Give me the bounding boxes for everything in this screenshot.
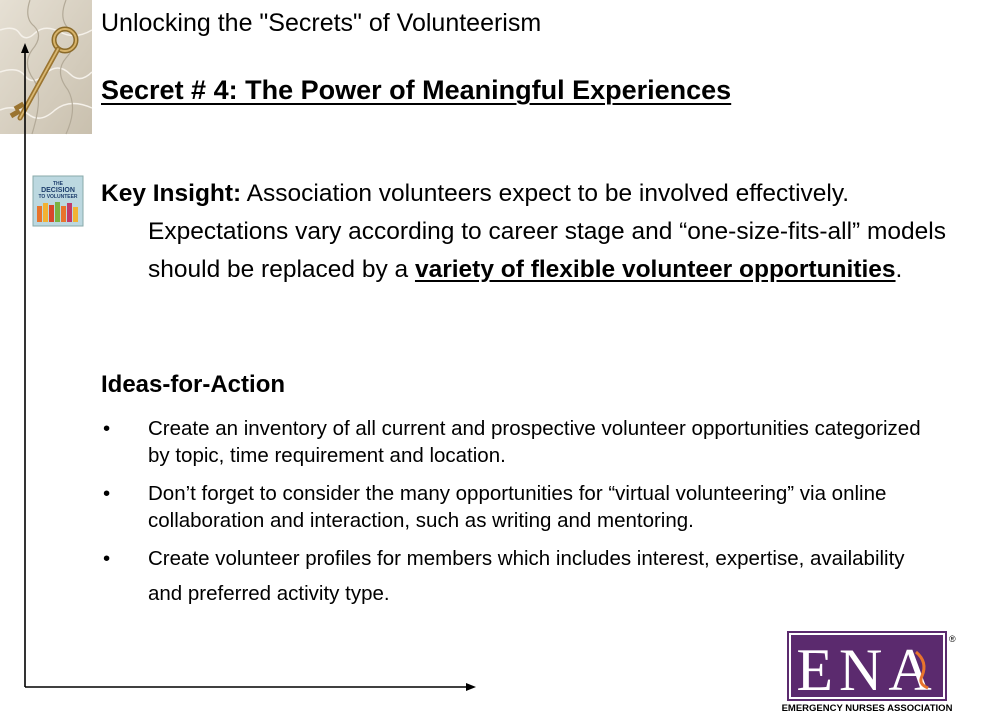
book-cover-line1: THE	[53, 181, 63, 187]
registered-mark: ®	[949, 634, 956, 644]
list-item-text: Don’t forget to consider the many opportunities for “virtual volunteering” via online collaboration and interaction, such as writing and mentoring.	[148, 482, 887, 532]
list-item	[101, 480, 931, 534]
key-insight-label: Key Insight:	[101, 180, 242, 207]
ena-logo	[781, 632, 956, 714]
bullet-marker: •	[103, 482, 111, 505]
puzzle-key-image	[0, 0, 92, 134]
ideas-list	[101, 415, 931, 622]
bullet-marker: •	[103, 547, 111, 570]
ena-letters: ENA	[796, 637, 938, 703]
secret-heading: Secret # 4: The Power of Meaningful Experiences	[101, 75, 732, 105]
book-cover-line2: DECISION	[41, 187, 75, 194]
book-cover-line3: TO VOLUNTEER	[38, 194, 78, 200]
slide-title: Unlocking the "Secrets" of Volunteerism	[101, 9, 542, 37]
list-item-text: Create volunteer profiles for members which includes interest, expertise, availability and preferred activity type.	[148, 547, 905, 605]
book-cover-image	[33, 176, 83, 226]
key-insight-emphasis: variety of flexible volunteer opportunities	[414, 256, 896, 283]
ideas-heading: Ideas-for-Action	[101, 371, 286, 398]
list-item	[101, 415, 931, 469]
key-insight-text: Association volunteers expect to be involved effectively. Expectations vary according to career stage and “one-size-fits-all” models should be replaced by a	[148, 180, 946, 283]
key-insight-end: .	[895, 256, 903, 283]
ena-tagline: EMERGENCY NURSES ASSOCIATION	[781, 703, 953, 714]
list-item	[101, 541, 931, 611]
bullet-marker: •	[103, 417, 111, 440]
list-item-text: Create an inventory of all current and prospective volunteer opportunities categorized by topic, time requirement and location.	[148, 417, 921, 467]
key-insight-paragraph	[101, 175, 993, 289]
